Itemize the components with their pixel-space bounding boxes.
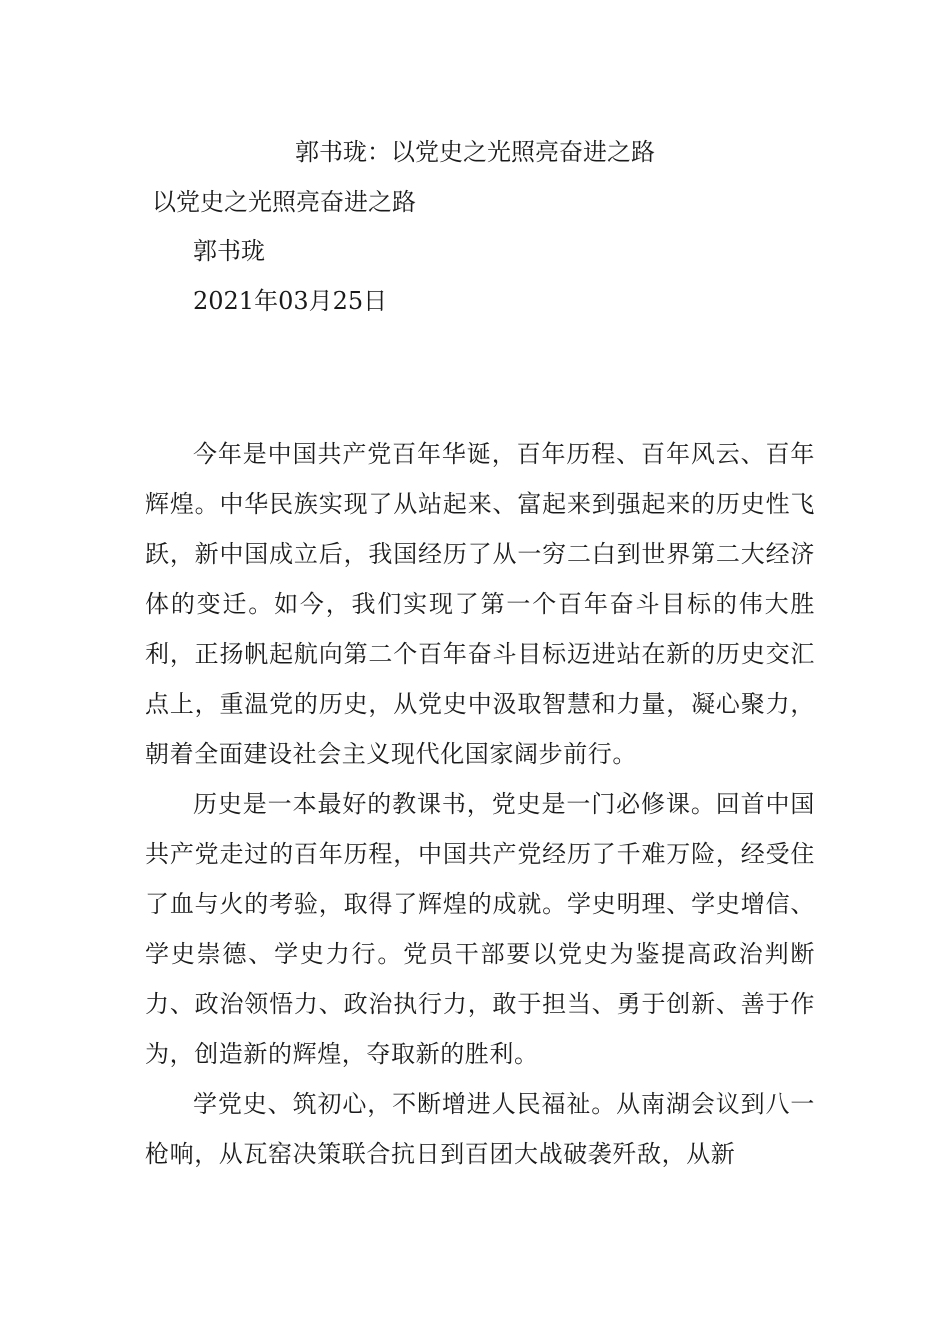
paragraph: 今年是中国共产党百年华诞，百年历程、百年风云、百年辉煌。中华民族实现了从站起来、富起来到强起来的历史性飞跃，新中国成立后，我国经历了从一穷二白到世界第二大经济体的变迁。如今，我们实现了第一个百年奋斗目标的伟大胜利，正扬帆起航向第二个百年奋斗目标迈进站在新的历史交汇点上，重温党的历史，从党史中汲取智慧和力量，凝心聚力，朝着全面建设社会主义现代化国家阔步前行。 [145, 440, 815, 768]
publish-date: 2021年03月25日 [193, 287, 388, 315]
article-body [145, 429, 815, 1179]
paragraph: 历史是一本最好的教课书，党史是一门必修课。回首中国共产党走过的百年历程，中国共产党经历了千难万险，经受住了血与火的考验，取得了辉煌的成就。学史明理、学史增信、学史崇德、学史力行。党员干部要以党史为鉴提高政治判断力、政治领悟力、政治执行力，敢于担当、勇于创新、善于作为，创造新的辉煌，夺取新的胜利。 [145, 790, 815, 1068]
paragraph: 学党史、筑初心，不断增进人民福祉。从南湖会议到八一枪响，从瓦窑决策联合抗日到百团大战破袭歼敌，从新 [145, 1090, 815, 1168]
article-subtitle: 以党史之光照亮奋进之路 [152, 188, 416, 216]
document-title: 郭书珑：以党史之光照亮奋进之路 [295, 138, 655, 166]
author-name: 郭书珑 [193, 237, 265, 265]
